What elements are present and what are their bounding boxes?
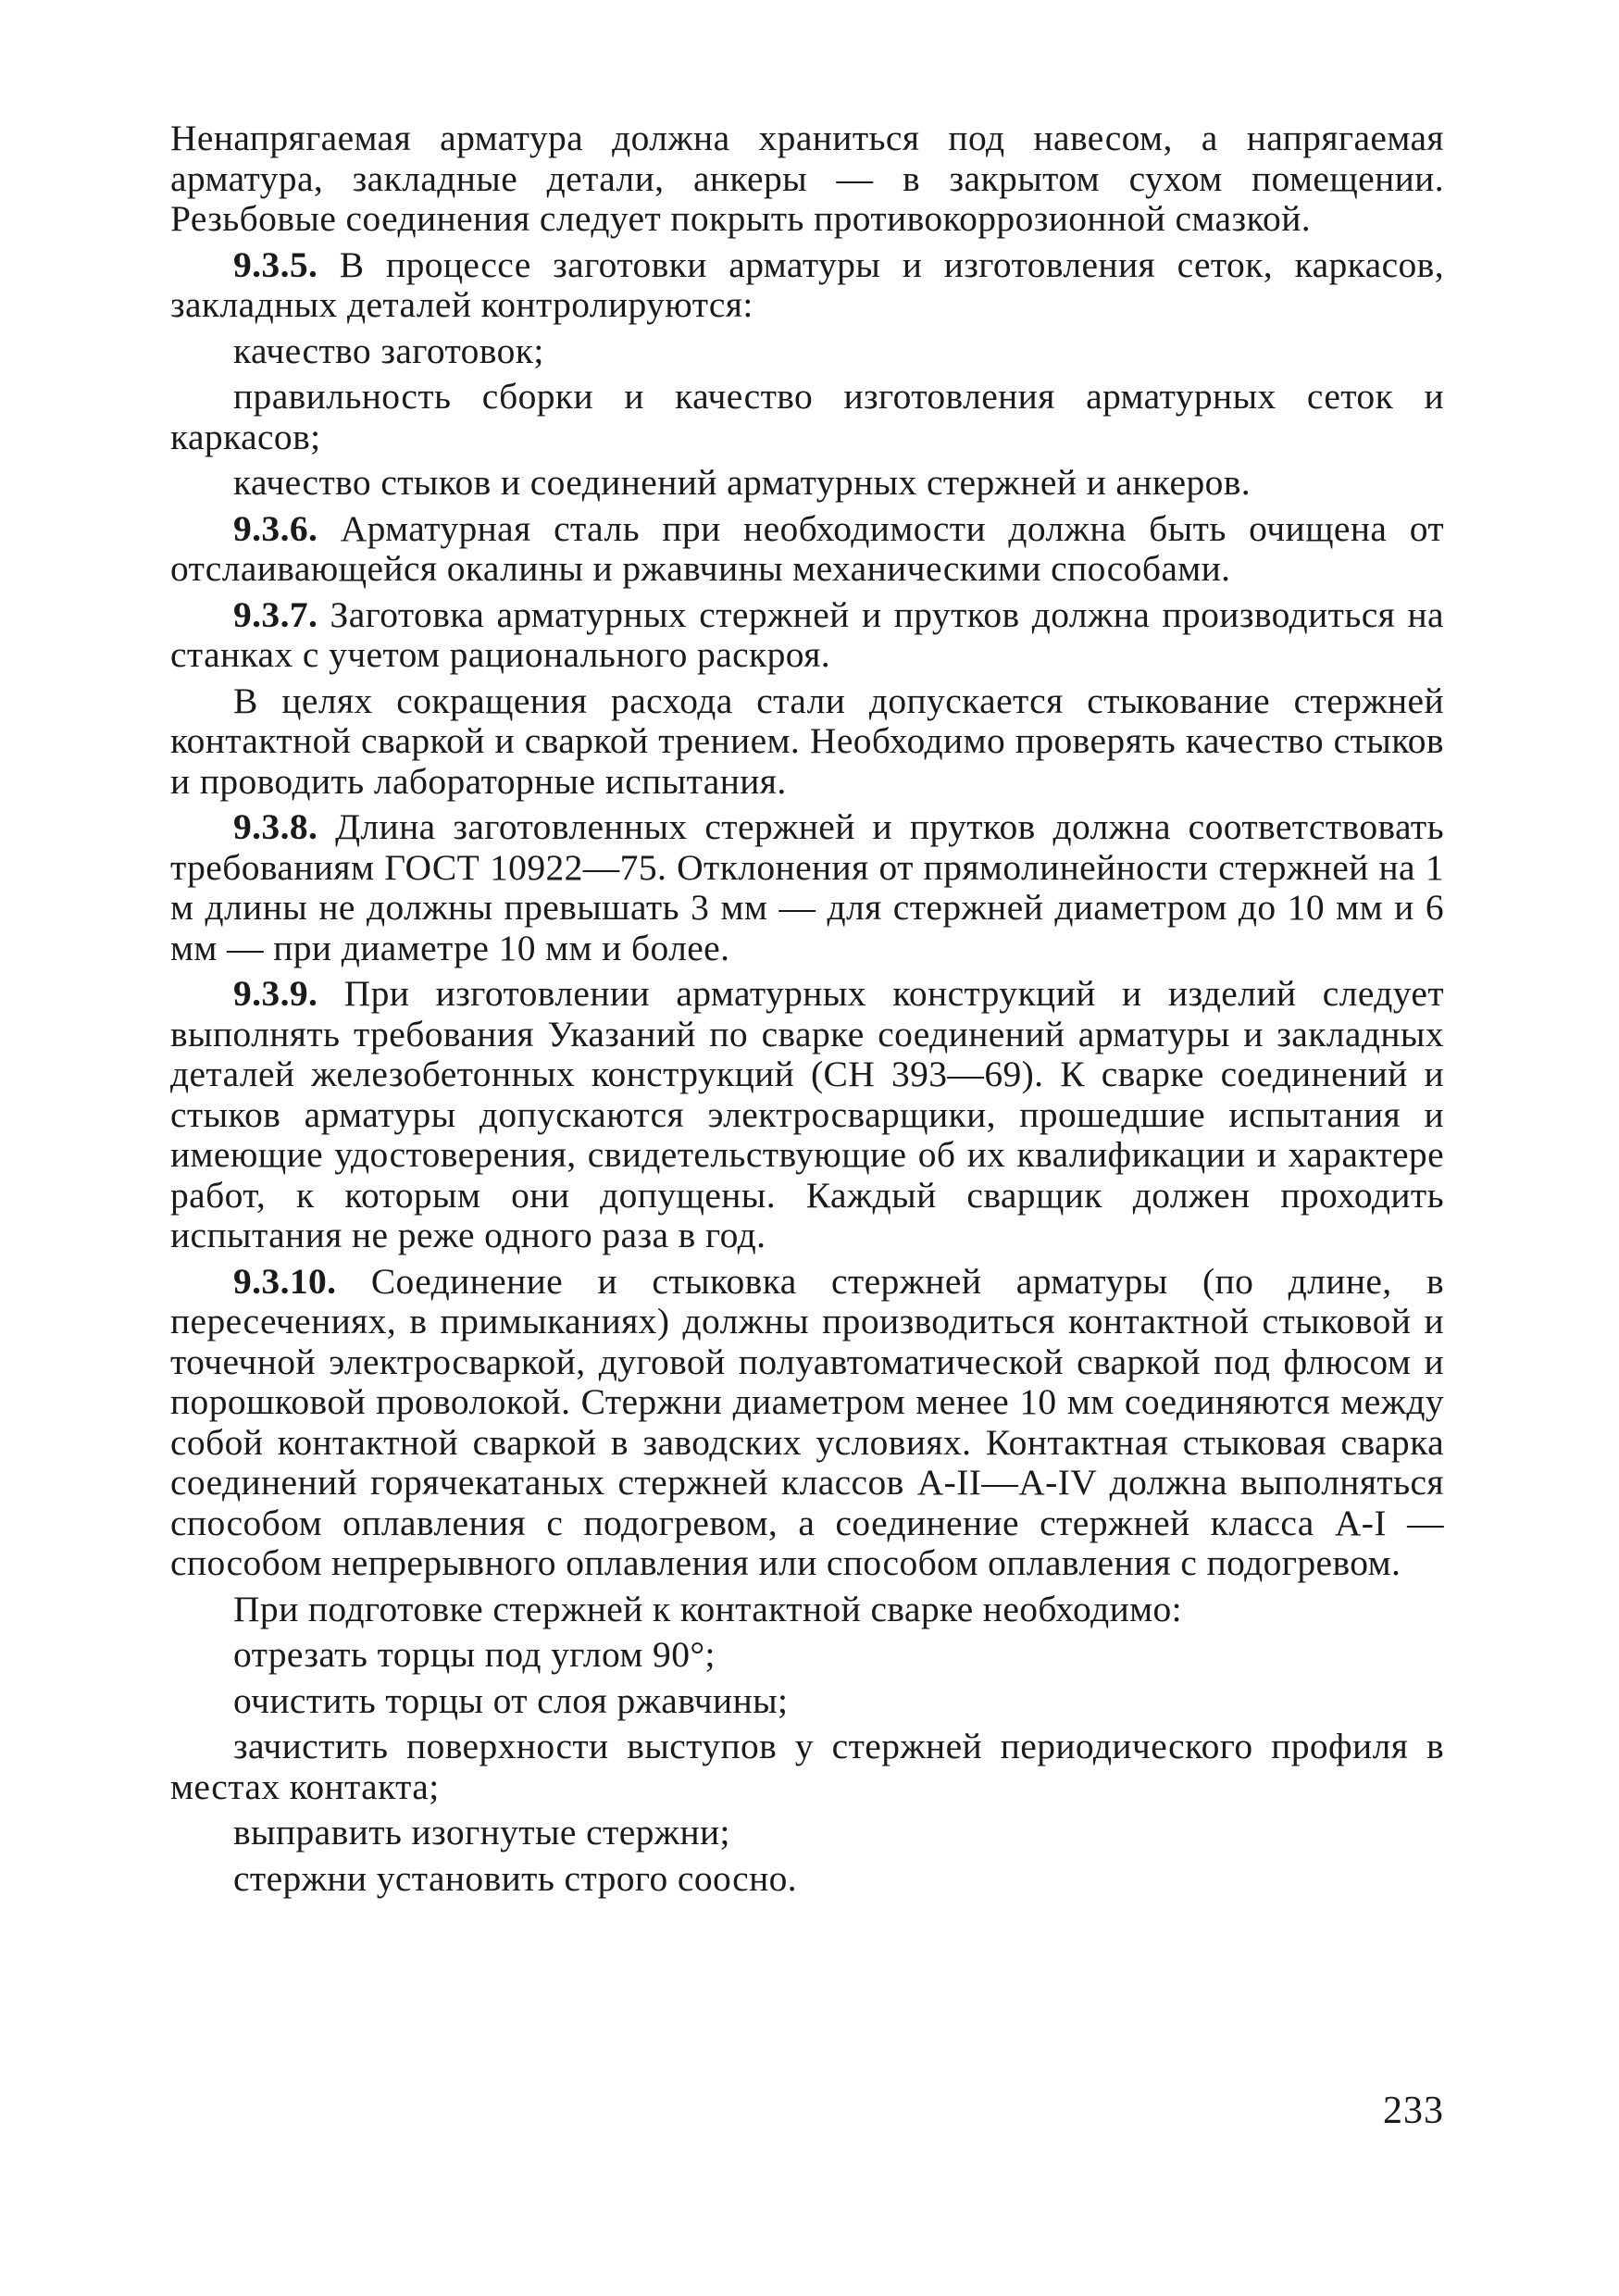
clause-9-3-8 [170, 807, 1444, 968]
page-number: 233 [1383, 2090, 1444, 2132]
paragraph-text: правильность сборки и качество изготовления арматурных сеток и каркасов; [170, 376, 1444, 457]
clause-number: 9.3.5. [233, 243, 318, 285]
list-item [170, 377, 1444, 457]
clause-number: 9.3.8. [233, 806, 318, 847]
list-item [170, 331, 1444, 372]
clause-number: 9.3.7. [233, 593, 318, 635]
paragraph-text: стержни установить строго соосно. [233, 1857, 798, 1899]
paragraph-text: Соединение и стыковка стержней арматуры (по длине, в пересечениях, в примыканиях) должны производиться контактной стыковой и точечной электросваркой, дуговой полуавтоматической сваркой под флюсом и порошковой проволокой. Стержни диаметром менее 10 мм соединяются между собой контактной сваркой в заводских условиях. Контактная стыковая сварка соединений горячекатаных стержней классов А-II—А-IV должна выполняться способом оплавления с подогревом, а соединение стержней класса А-I — способом непрерывного оплавления или способом оплавления с подогревом. [170, 1260, 1444, 1583]
paragraph-preparation [170, 1590, 1444, 1630]
list-item [170, 1681, 1444, 1722]
paragraph-text: качество стыков и соединений арматурных стержней и анкеров. [233, 462, 1252, 503]
paragraph-text: При изготовлении арматурных конструкций и изделий следует выполнять требования Указаний по сварке соединений арматуры и закладных деталей железобетонных конструкций (СН 393—69). К сварке соединений и стыков арматуры допускаются электросварщики, прошедшие испытания и имеющие удостоверения, свидетельствующие об их квалификации и характере работ, к которым они допущены. Каждый сварщик должен проходить испытания не реже одного раза в год. [170, 973, 1444, 1255]
clause-number: 9.3.6. [233, 507, 318, 549]
paragraph-text: качество заготовок; [233, 330, 544, 371]
paragraph-text: очистить торцы от слоя ржавчины; [233, 1679, 789, 1721]
paragraph-text: Длина заготовленных стержней и прутков должна соответствовать требованиям ГОСТ 10922—75. Отклонения от прямолинейности стержней на 1 м длины не должны превышать 3 мм — для стержней диаметром до 10 мм и 6 мм — при диаметре 10 мм и более. [170, 806, 1444, 968]
body-text [170, 119, 1444, 1899]
clause-9-3-6 [170, 509, 1444, 590]
clause-number: 9.3.9. [233, 973, 318, 1014]
list-item [170, 1727, 1444, 1807]
paragraph-text: выправить изогнутые стержни; [233, 1812, 730, 1853]
clause-9-3-9 [170, 974, 1444, 1256]
list-item [170, 1813, 1444, 1853]
paragraph-text: зачистить поверхности выступов у стержней периодического профиля в местах контакта; [170, 1726, 1444, 1807]
paragraph-text: Ненапрягаемая арматура должна храниться под навесом, а напрягаемая арматура, закладные детали, анкеры — в закрытом сухом помещении. Резьбовые соединения следует покрыть противокоррозионной смазкой. [170, 118, 1444, 239]
clause-number: 9.3.10. [233, 1260, 337, 1302]
paragraph-text: При подготовке стержней к контактной сварке необходимо: [233, 1588, 1183, 1629]
paragraph-storage [170, 119, 1444, 240]
paragraph-butt-welding [170, 681, 1444, 803]
paragraph-text: Арматурная сталь при необходимости должна быть очищена от отслаивающейся окалины и ржавчины механическими способами. [170, 507, 1444, 589]
clause-9-3-5 [170, 245, 1444, 326]
list-item [170, 1859, 1444, 1900]
paragraph-text: В процессе заготовки арматуры и изготовления сеток, каркасов, закладных деталей контролируются: [170, 243, 1444, 325]
clause-9-3-7 [170, 595, 1444, 676]
paragraph-text: Заготовка арматурных стержней и прутков должна производиться на станках с учетом рационального раскроя. [170, 593, 1444, 675]
paragraph-text: отрезать торцы под углом 90°; [233, 1634, 716, 1675]
list-item [170, 1635, 1444, 1676]
clause-9-3-10 [170, 1262, 1444, 1584]
list-item [170, 463, 1444, 504]
paragraph-text: В целях сокращения расхода стали допускается стыкование стержней контактной сваркой и сваркой трением. Необходимо проверять качество стыков и проводить лабораторные испытания. [170, 680, 1444, 802]
page [170, 119, 1444, 2248]
